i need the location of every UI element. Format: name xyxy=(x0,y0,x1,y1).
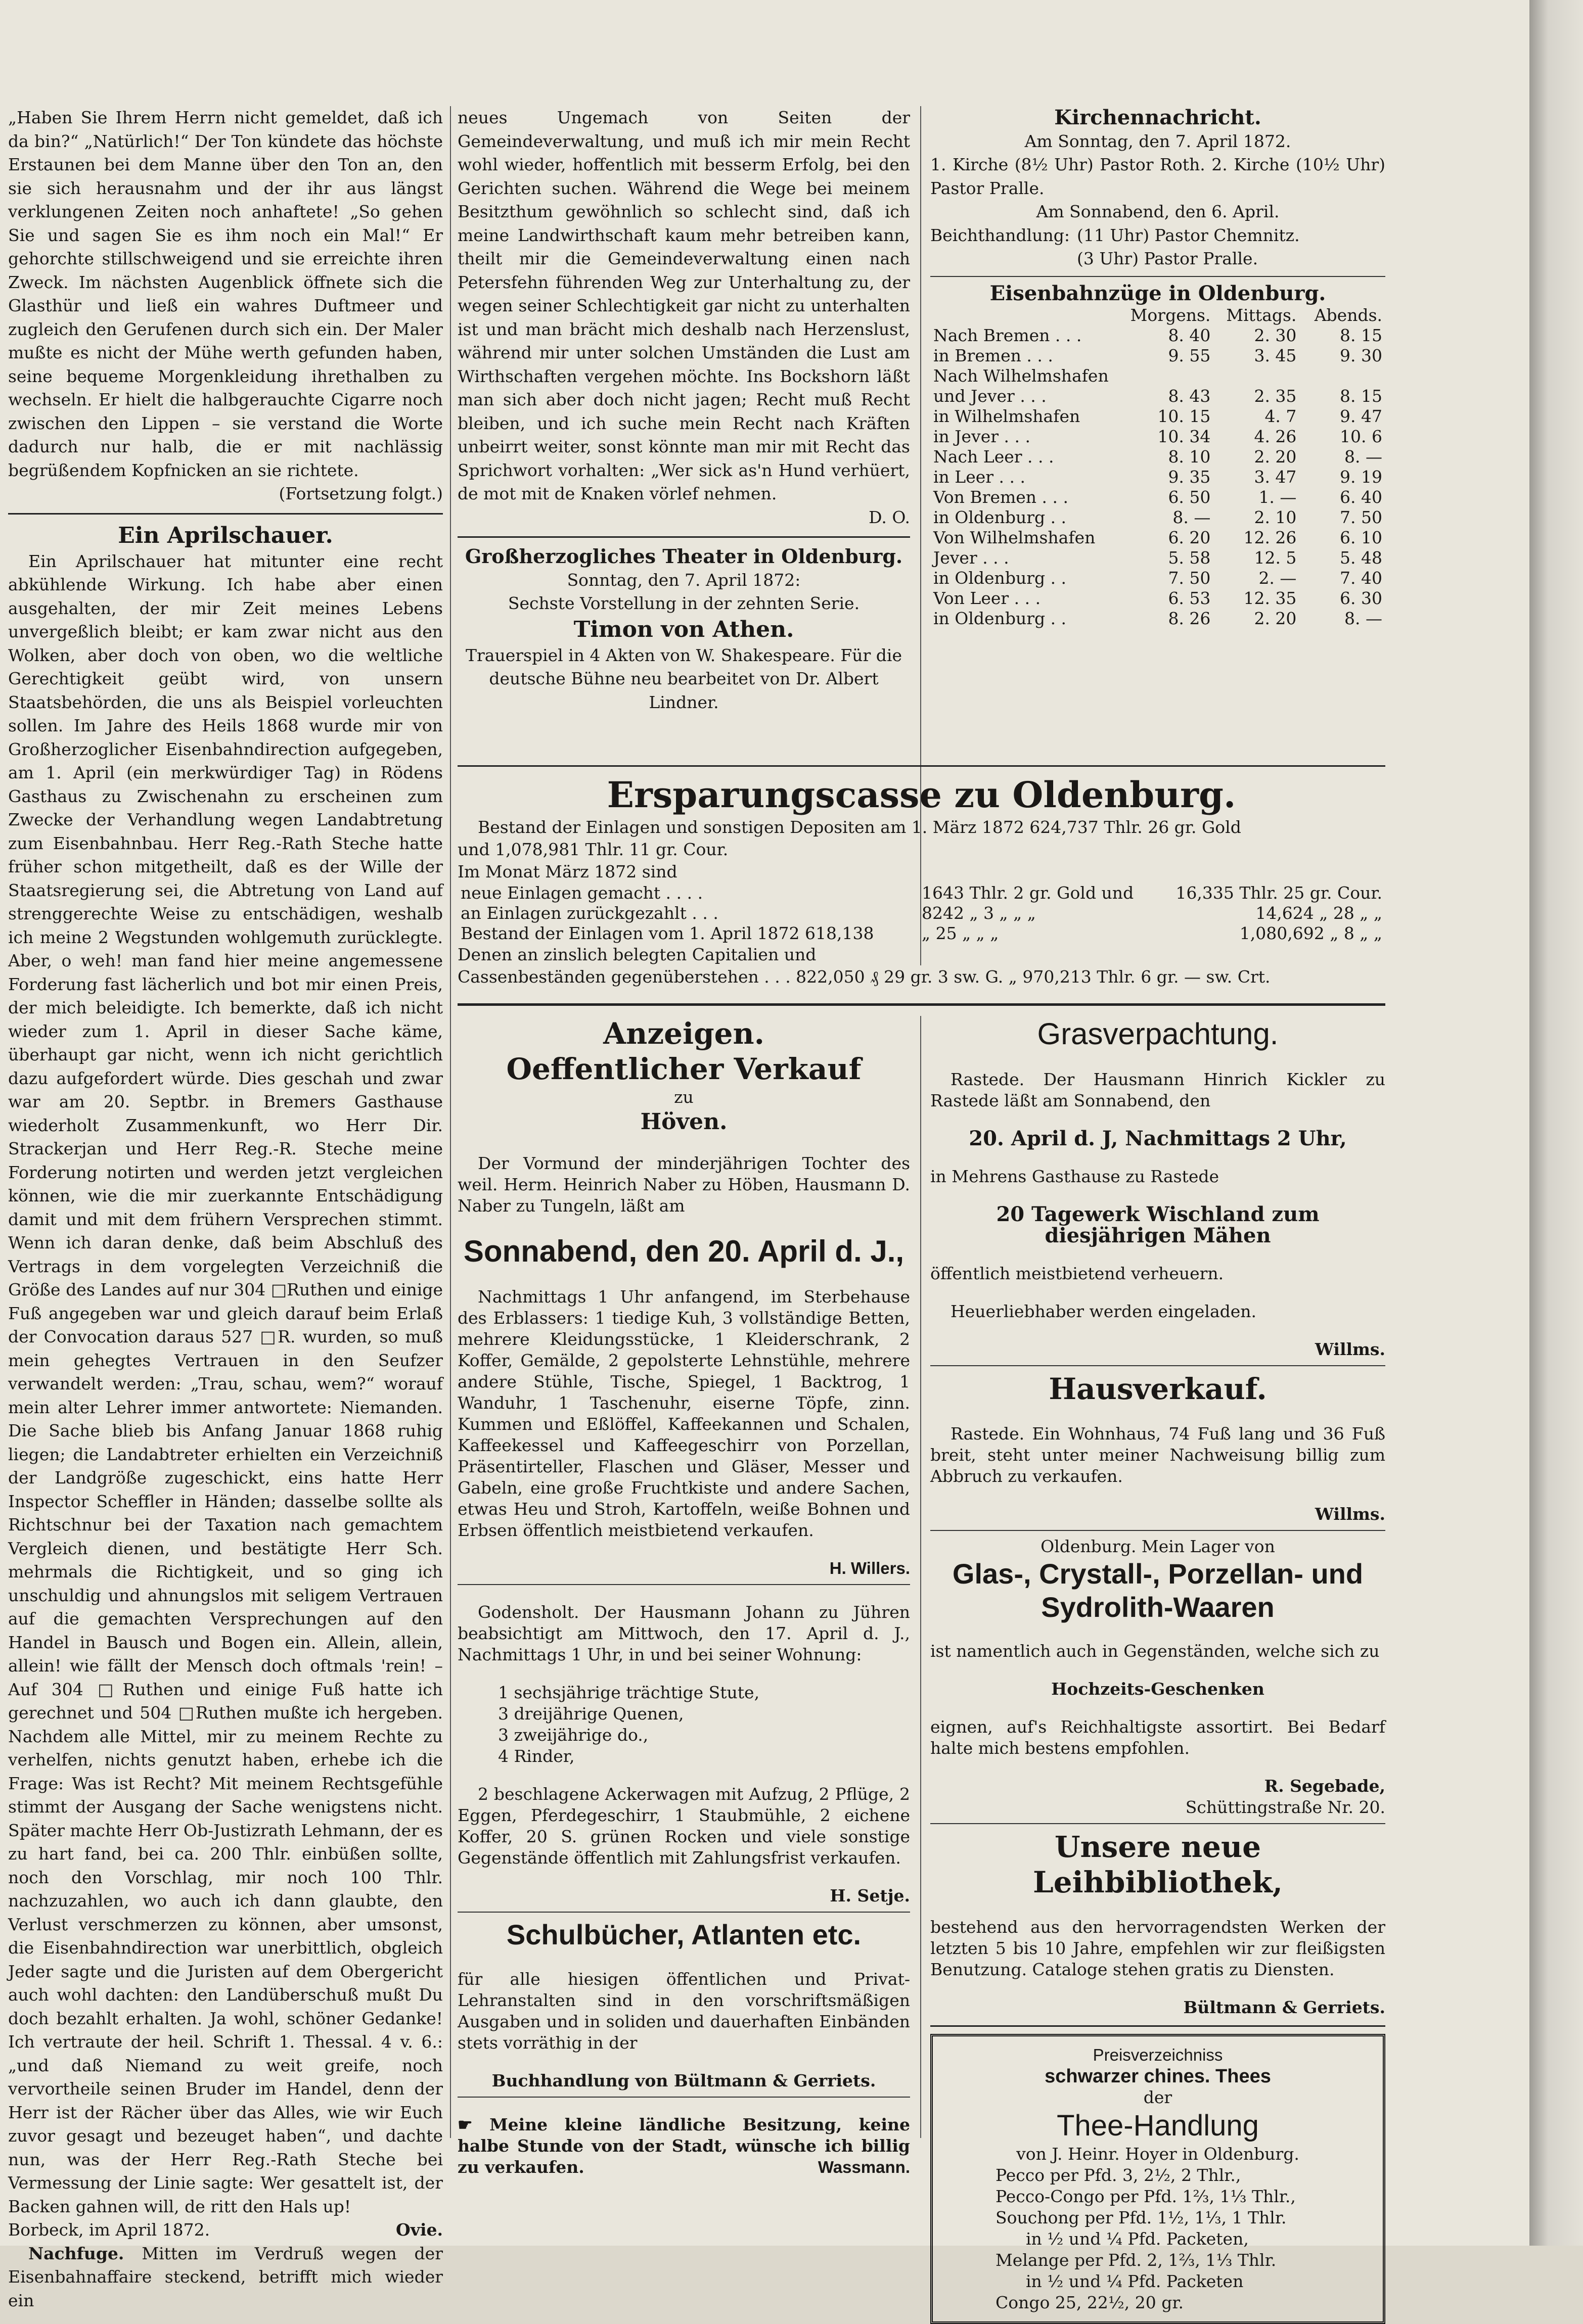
column-separator xyxy=(450,106,451,2138)
timetable-time: 12. 26 xyxy=(1243,528,1297,547)
timetable-time: 3. 45 xyxy=(1254,346,1297,365)
divider xyxy=(930,1823,1385,1824)
timetable-station: Nach Wilhelmshafen xyxy=(933,366,1109,386)
article-footer xyxy=(8,2218,443,2242)
timetable-time: 8. 10 xyxy=(1168,447,1211,467)
timetable-row xyxy=(930,528,1385,548)
timetable-time: 2. 20 xyxy=(1254,609,1297,628)
auction-text-2: 2 beschlagene Ackerwagen mit Aufzug, 2 Pflüge, 2 Eggen, Pferdegeschirr, 1 Staubmühle, 2 eichene Koffer, 20 S. grünen Rocken und viele sonstige Gegenstände öffentlich mit Zahlungsfrist verkaufen. xyxy=(458,1784,910,1868)
theater-series: Sechste Vorstellung in der zehnten Serie. xyxy=(508,593,860,613)
timetable-time: 8. 26 xyxy=(1168,609,1211,628)
timetable-time: 5. 48 xyxy=(1340,548,1382,568)
timetable-time: 8. 43 xyxy=(1168,386,1211,406)
tea-line-2: schwarzer chines. Thees xyxy=(1045,2066,1271,2087)
savings-cell: „ 25 „ „ „ xyxy=(922,923,999,943)
timetable-time: 2. — xyxy=(1258,568,1297,588)
timetable-row xyxy=(930,487,1385,507)
grass-lease-date: 20. April d. J, Nachmittags 2 Uhr, xyxy=(969,1127,1347,1150)
timetable-station: Nach Leer . . . xyxy=(933,447,1054,467)
timetable-time: 12. 5 xyxy=(1254,548,1297,568)
timetable-time: 6. 53 xyxy=(1168,588,1211,608)
library-signature: Bültmann & Gerriets. xyxy=(1183,1997,1385,2017)
timetable-time: 7. 40 xyxy=(1340,568,1382,588)
savings-cell: 1643 Thlr. 2 gr. Gold und xyxy=(922,883,1134,903)
timetable-row xyxy=(930,568,1385,588)
timetable-row xyxy=(930,467,1385,487)
timetable-time: 2. 20 xyxy=(1254,447,1297,467)
timetable-station: Jever . . . xyxy=(933,548,1009,568)
pointing-hand-icon: ☛ xyxy=(458,2115,490,2134)
sale-text-2: Nachmittags 1 Uhr anfangend, im Sterbehause des Erblassers: 1 tiedige Kuh, 3 vollständige Betten, mehrere Kleidungsstücke, 1 Kleiderschrank, 2 Koffer, Gemälde, 2 gepolsterte Lehnstühle, mehrere andere Stühle, Tische, Spiegel, 1 Backtrog, 1 Wanduhr, 1 Taschenuhr, eiserne Töpfe, zinn. Kummen und Eßlöffel, Kaffeekannen und Schalen, Kaffeekessel und Kaffeegeschirr von Porzellan, Präsentirteller, Flaschen und Gläser, Messer und Gabeln, eine große Fruchtkiste und andere Sachen, etwas Heu und Stroh, Kartoffeln, weiße Bohnen und Erbsen öffentlich meistbietend verkaufen. xyxy=(458,1287,910,1540)
timetable-time xyxy=(1299,366,1385,386)
church-date: Am Sonntag, den 7. April 1872. xyxy=(1024,131,1291,151)
grass-lease-bold: 20 Tagewerk Wischland zum diesjährigen Mähen xyxy=(996,1202,1320,1247)
timetable-time: 4. 7 xyxy=(1264,406,1297,426)
savings-row xyxy=(458,883,1385,903)
timetable-row xyxy=(930,548,1385,568)
savings-cell: an Einlagen zurückgezahlt . . . xyxy=(461,903,718,923)
header-morning: Morgens. xyxy=(1130,305,1211,325)
timetable-station: Von Leer . . . xyxy=(933,588,1041,608)
timetable-time: 8. — xyxy=(1172,507,1211,527)
timetable-time: 10. 6 xyxy=(1340,427,1382,446)
divider xyxy=(930,276,1385,277)
theater-play: Timon von Athen. xyxy=(573,616,794,642)
timetable-station: Von Bremen . . . xyxy=(933,487,1068,507)
house-sale-signature: Willms. xyxy=(1315,1504,1385,1524)
article-place-date: Borbeck, im April 1872. xyxy=(8,2220,210,2240)
timetable-row xyxy=(930,366,1385,386)
timetable-row xyxy=(930,406,1385,427)
schoolbooks-signature: Buchhandlung von Bültmann & Gerriets. xyxy=(491,2071,876,2090)
house-sale-text: Rastede. Ein Wohnhaus, 74 Fuß lang und 36 Fuß breit, steht unter meiner Nachweisung billig zum Abbruch zu verkaufen. xyxy=(930,1424,1385,1486)
story-continuation-note: (Fortsetzung folgt.) xyxy=(279,484,443,503)
page-fold-edge xyxy=(1529,0,1583,2246)
article-body: Ein Aprilschauer hat mitunter eine recht abkühlende Wirkung. Ich habe aber einen ausgehalten, der mir Zeit meines Lebens unvergeßlich bleibt; er kam zwar nicht aus den Wolken, aber doch von oben, wo die weltliche Gerechtigkeit geübt wird, von unsern Staatsbehörden, die uns als Beispiel vorleuchten sollen. Im Jahre des Heils 1868 wurde mir von Großherzoglicher Eisenbahndirection aufgegeben, am 1. April (ein merkwürdiger Tag) in Rödens Gasthaus zu Zwischenahn zu erscheinen zum Zwecke der Verhandlung wegen Landabtretung zum Eisenbahnbau. Herr Reg.-Rath Steche hatte früher schon mitgetheilt, daß es der Wille der Staatsregierung sei, die Abtretung von Land auf strenggerechte Weise zu entschädigen, weshalb ich meine 2 Wegstunden wohlgemuth zurücklegte. Aber, o weh! man fand hier meine angemessene Forderung fast lächerlich und bot mir einen Preis, der mich beleidigte. Ich bemerkte, daß ich nicht wieder zum 1. April in dieser Sache käme, überhaupt gar nicht, wenn ich nicht gerichtlich dazu aufgefordert würde. Dies geschah und zwar war am 20. Septbr. in Bremers Gasthause wiederholt Zusammenkunft, wo Herr Dir. Strackerjan und Herr Reg.-R. Steche meine Forderung notirten und werden jetzt vergleichen können, wie die mir zuerkannte Entschädigung damit und mit dem frühern Versprechen stimmt. Wenn ich daran denke, daß beim Abschluß des Vertrags in dem vorgelegten Verzeichniß die Größe des Landes auf nur 304 □Ruthen und einige Fuß angegeben war und gleich darauf beim Erlaß der Convocation daraus 527 □R. wurden, so muß mein gehegtes Vertrauen in den Seufzer verwandelt werden: „Trau, schau, wem?“ worauf mein alter Lehrer immer antwortete: Niemanden. Die Sache blieb bis Anfang Januar 1868 ruhig liegen; die Landabtreter erhielten ein Verzeichniß der Landgröße zugeschickt, eins hatte Herr Inspector Scheffler in Händen; dasselbe sollte als Richtschnur bei der Taxation nach gemachtem Vergleich dienen, und bestätigte Herr Sch. mehrmals die Richtigkeit, und so ging ich unschuldig und ahnungslos mit seligem Vertrauen auf die gemachten Versprechungen auf den Handel in Bausch und Bogen ein. Allein, allein, allein! wie fällt der Mensch doch oftmals 'rein! – Auf 304 □Ruthen und einige Fuß hatte ich gerechnet und 504 □Ruthen mußte ich hergeben. Nachdem alle Mittel, mir zu meinem Rechte zu verhelfen, nichts genutzt haben, erhebe ich die Frage: Was ist Recht? Mit meinem Rechtsgefühle stimmt der Ausgang der Sache wenigstens nicht. Später machte Herr Ob-Justizrath Lehmann, der es zu hart fand, bei ca. 200 Thlr. einbüßen sollte, noch den Vorschlag, mir noch 100 Thlr. nachzuzahlen, wo auch ich dann glaubte, den Verlust verschmerzen zu können, aber umsonst, die Eisenbahndirection war unerbittlich, obgleich Jeder sagte und die Juristen auf dem Obergericht auch wohl dachten: den Landüberschuß mußt Du doch bezahlt erhalten. Ja wohl, schöner Gedanke! Ich vertraute der heil. Schrift 1. Thessal. 4 v. 6.: „und daß Niemand zu weit greife, noch vervortheile seinen Bruder im Handel, denn der Herr ist der Rächer über das Alles, wie wir Euch zuvor gesagt und bezeuget haben“, und dachte nun, was der Herr Reg.-Rath Steche bei Vermessung der Linie sagte: Wer gesattelt ist, der Backen gahnen will, de ritt den Hals up! xyxy=(8,551,443,2216)
savings-cell: 1,080,692 „ 8 „ „ xyxy=(1239,923,1382,943)
divider xyxy=(458,765,1385,767)
auction-signature: H. Setje. xyxy=(830,1886,910,1905)
timetable-time: 6. 20 xyxy=(1168,528,1211,547)
library-text: bestehend aus den hervorragendsten Werken der letzten 5 bis 10 Jahre, empfehlen wir zur fleißigsten Benutzung. Cataloge stehen gratis zu Diensten. xyxy=(930,1917,1385,1979)
auction-text-1: Godensholt. Der Hausmann Johann zu Jühren beabsichtigt am Mittwoch, den 17. April d. J., Nachmittags 1 Uhr, in und bei seiner Wohnung: xyxy=(458,1602,910,1664)
savings-cell: 8242 „ 3 „ „ „ xyxy=(922,903,1036,923)
timetable-header xyxy=(930,305,1385,326)
timetable-station: Nach Bremen . . . xyxy=(933,326,1082,345)
tea-item: Pecco per Pfd. 3, 2½, 2 Thlr., xyxy=(996,2165,1241,2185)
tea-owner: von J. Heinr. Hoyer in Oldenburg. xyxy=(1016,2144,1299,2164)
ads-right xyxy=(930,1016,1385,2324)
property-text: Meine kleine ländliche Besitzung, keine halbe Stunde von der Stadt, wünsche ich billig zu verkaufen. xyxy=(458,2115,910,2177)
timetable-station: in Leer . . . xyxy=(933,467,1025,487)
nachfuge-label: Nachfuge. xyxy=(28,2243,124,2263)
glass-intro: Oldenburg. Mein Lager von xyxy=(1041,1537,1275,1556)
auction-item: 3 zweijährige do., xyxy=(498,1725,649,1745)
timetable-time: 10. 15 xyxy=(1157,406,1211,426)
tea-item: Souchong per Pfd. 1½, 1⅓, 1 Thlr. xyxy=(996,2208,1287,2227)
schoolbooks-text: für alle hiesigen öffentlichen und Privat-Lehranstalten sind in den vorschriftsmäßigen Ausgaben und in soliden und dauerhaften Einbänden stets vorräthig in der xyxy=(458,1969,910,2053)
savings-cell: 14,624 „ 28 „ „ xyxy=(1255,903,1382,923)
timetable-time xyxy=(1213,366,1299,386)
grass-lease-text-1: Rastede. Der Hausmann Hinrich Kickler zu Rastede läßt am Sonnabend, den xyxy=(930,1070,1385,1110)
timetable-time: 8. 15 xyxy=(1340,386,1382,406)
timetable-time: 6. 10 xyxy=(1340,528,1382,547)
glass-address: Schüttingstraße Nr. 20. xyxy=(1185,1797,1385,1817)
schoolbooks-title: Schulbücher, Atlanten etc. xyxy=(506,1919,862,1950)
tea-line-3: der xyxy=(1143,2087,1172,2107)
timetable-row xyxy=(930,326,1385,346)
property-ad xyxy=(458,2114,910,2178)
timetable-row xyxy=(930,609,1385,629)
divider xyxy=(458,1912,910,1913)
property-signature: Wassmann. xyxy=(818,2158,910,2176)
timetable-time: 4. 26 xyxy=(1254,427,1297,446)
railway-timetable xyxy=(930,305,1385,629)
column-separator xyxy=(920,1016,921,2138)
theater-title: Großherzogliches Theater in Oldenburg. xyxy=(465,545,903,568)
divider xyxy=(458,1003,1385,1006)
divider xyxy=(930,1365,1385,1366)
glass-text-2: eignen, auf's Reichhaltigste assortirt. Bei Bedarf halte mich bestens empfohlen. xyxy=(930,1717,1385,1758)
sale-text-1: Der Vormund der minderjährigen Tochter des weil. Herm. Heinrich Naber zu Höben, Hausmann D. Naber zu Tungeln, läßt am xyxy=(458,1153,910,1216)
tea-price-box xyxy=(930,2034,1385,2324)
divider xyxy=(458,1584,910,1585)
timetable-time: 12. 35 xyxy=(1243,588,1297,608)
savings-line-2: und 1,078,981 Thlr. 11 gr. Cour. xyxy=(458,840,729,859)
church-title: Kirchennachricht. xyxy=(1054,106,1261,129)
timetable-station: in Oldenburg . . xyxy=(933,568,1067,588)
confession-label: Beichthandlung: xyxy=(930,225,1070,245)
divider xyxy=(458,2097,910,2098)
timetable-station: in Wilhelmshafen xyxy=(933,406,1080,426)
glass-signature: R. Segebade, xyxy=(1264,1776,1385,1796)
ads-heading: Anzeigen. xyxy=(603,1016,764,1051)
tea-item: Congo 25, 22½, 20 gr. xyxy=(996,2293,1184,2312)
ads-middle xyxy=(458,1016,910,2195)
grass-lease-text-4: Heuerliebhaber werden eingeladen. xyxy=(951,1302,1257,1321)
savings-table xyxy=(458,883,1385,944)
savings-row xyxy=(458,903,1385,923)
timetable-time: 6. 40 xyxy=(1340,487,1382,507)
timetable-time: 7. 50 xyxy=(1168,568,1211,588)
divider xyxy=(8,513,443,515)
church-services: 1. Kirche (8½ Uhr) Pastor Roth. 2. Kirche (10½ Uhr) Pastor Pralle. xyxy=(930,155,1385,198)
theater-description: Trauerspiel in 4 Akten von W. Shakespeare. Für die deutsche Bühne neu bearbeitet von Dr. Albert Lindner. xyxy=(466,645,902,712)
auction-item: 4 Rinder, xyxy=(498,1746,575,1766)
house-sale-title: Hausverkauf. xyxy=(1049,1372,1267,1406)
glass-text-1: ist namentlich auch in Gegenständen, welche sich zu xyxy=(930,1641,1380,1661)
column-middle xyxy=(458,106,910,714)
railway-title: Eisenbahnzüge in Oldenburg. xyxy=(989,281,1326,305)
header-evening: Abends. xyxy=(1314,305,1382,325)
story-continuation: „Haben Sie Ihrem Herrn nicht gemeldet, daß ich da bin?“ „Natürlich!“ Der Ton kündete das höchste Erstaunen bei dem Manne über den Ton an, den sie sich herausnahm und der ihr aus längst verklungenen Zeiten noch anhaftete! „So gehen Sie und sagen Sie es ihm noch ein Mal!“ Er gehorchte stillschweigend und sie erreichte ihren Zweck. Im nächsten Augenblick öffnete sich die Glasthür und ließ ein wahres Duftmeer und zugleich den Gerufenen durch sich ein. Der Maler mußte es nicht der Mühe werth gefunden haben, seine bequeme Morgenkleidung ihrethalben zu wechseln. Er hielt die halbgerauchte Cigarre noch zwischen den Lippen – sie verstand die Worte dadurch nur halb, die er mit nachlässig begrüßendem Kopfnicken an sie richtete. xyxy=(8,108,443,480)
grass-lease-text-3: öffentlich meistbietend verheuern. xyxy=(930,1264,1224,1283)
timetable-time: 8. — xyxy=(1344,609,1382,628)
grass-lease-text-2: in Mehrens Gasthause zu Rastede xyxy=(930,1167,1219,1186)
theater-date: Sonntag, den 7. April 1872: xyxy=(567,570,801,590)
library-title: Unsere neue Leihbibliothek, xyxy=(1032,1830,1283,1899)
timetable-time: 8. 15 xyxy=(1340,326,1382,345)
divider xyxy=(458,536,910,538)
timetable-row xyxy=(930,427,1385,447)
timetable-row xyxy=(930,386,1385,406)
timetable-station: in Bremen . . . xyxy=(933,346,1053,365)
confession-time-2: (3 Uhr) Pastor Pralle. xyxy=(1077,249,1258,268)
auction-item: 1 sechsjährige trächtige Stute, xyxy=(498,1683,760,1702)
auction-item: 3 dreijährige Quenen, xyxy=(498,1704,684,1724)
column-left xyxy=(8,106,443,2312)
timetable-row xyxy=(930,507,1385,528)
timetable-time: 10. 34 xyxy=(1157,427,1211,446)
article-title: Ein Aprilschauer. xyxy=(118,522,333,548)
article-signature: Ovie. xyxy=(396,2220,443,2240)
timetable-row xyxy=(930,447,1385,467)
header-midday: Mittags. xyxy=(1226,305,1297,325)
sale-date: Sonnabend, den 20. April d. J., xyxy=(463,1234,904,1268)
savings-cell: 16,335 Thlr. 25 gr. Cour. xyxy=(1175,883,1382,903)
tea-item: Melange per Pfd. 2, 1⅔, 1⅓ Thlr. xyxy=(996,2250,1277,2270)
church-saturday: Am Sonnabend, den 6. April. xyxy=(1036,202,1280,221)
timetable-row xyxy=(930,346,1385,366)
savings-line-3: Im Monat März 1872 sind xyxy=(458,862,677,881)
tea-line-1: Preisverzeichniss xyxy=(1093,2046,1223,2064)
timetable-station: Von Wilhelmshafen xyxy=(933,528,1096,547)
savings-title: Ersparungscasse zu Oldenburg. xyxy=(607,774,1236,816)
tea-title: Thee-Handlung xyxy=(1057,2109,1259,2142)
continuation-text: neues Ungemach von Seiten der Gemeindeverwaltung, und muß ich mir mein Recht wohl wieder, hoffentlich mit besserm Erfolg, bei den Gerichten suchen. Während die Wege bei meinem Besitzthum gewöhnlich so schlecht sind, daß ich meine Landwirthschaft kaum mehr betreiben kann, theilt mir die Gemeindeverwaltung einen nach Petersfehn führenden Weg zur Unterhaltung zu, der wegen seiner Schlechtigkeit gar nicht zu unterhalten ist und man brächt mich deshalb nach Herzenslust, während mir unter solchen Umständen die Lust am Wirthschaften vergehen möchte. Ins Bockshorn läßt man sich aber doch nicht jagen; Recht muß Recht bleiben, und ich suche mein Recht nach Kräften unbeirrt weiter, sonst könnte man mir mit Recht das Sprichwort vorhalten: „Wer sick as'n Hund verhüert, de mot mit de Knaken vörlef nehmen. xyxy=(458,108,910,503)
timetable-time: 2. 10 xyxy=(1254,507,1297,527)
tea-item: Pecco-Congo per Pfd. 1⅔, 1⅓ Thlr., xyxy=(996,2187,1296,2206)
divider xyxy=(930,1530,1385,1531)
continuation-signature: D. O. xyxy=(869,507,910,527)
confession-time-1: (11 Uhr) Pastor Chemnitz. xyxy=(1077,225,1300,245)
savings-line-1: Bestand der Einlagen und sonstigen Depositen am 1. März 1872 624,737 Thlr. 26 gr. Gold xyxy=(478,817,1241,837)
grass-lease-title: Grasverpachtung. xyxy=(1037,1017,1279,1051)
nachfuge-text: Mitten im Verdruß wegen der Eisenbahnaffaire steckend, betrifft mich wieder ein xyxy=(8,2243,443,2310)
timetable-time: 9. 30 xyxy=(1340,346,1382,365)
timetable-time: 6. 50 xyxy=(1168,487,1211,507)
timetable-time: 2. 35 xyxy=(1254,386,1297,406)
timetable-time: 8. — xyxy=(1344,447,1382,467)
savings-line-5: Cassenbeständen gegenüberstehen . . . 822,050 ₰ 29 gr. 3 sw. G. „ 970,213 Thlr. 6 gr. — sw. Crt. xyxy=(458,967,1271,987)
timetable-time: 5. 58 xyxy=(1168,548,1211,568)
grass-lease-signature: Willms. xyxy=(1315,1339,1385,1359)
timetable-station: und Jever . . . xyxy=(933,386,1047,406)
timetable-time: 3. 47 xyxy=(1254,467,1297,487)
savings-cell: neue Einlagen gemacht . . . . xyxy=(461,883,703,903)
confession-row xyxy=(930,224,1385,271)
timetable-time: 6. 30 xyxy=(1340,588,1382,608)
sale-place: Höven. xyxy=(640,1109,728,1135)
tea-item: in ½ und ¼ Pfd. Packeten, xyxy=(1026,2229,1249,2249)
timetable-time: 9. 47 xyxy=(1340,406,1382,426)
timetable-time: 9. 55 xyxy=(1168,346,1211,365)
sale-title: Oeffentlicher Verkauf xyxy=(506,1052,862,1086)
timetable-station: in Jever . . . xyxy=(933,427,1030,446)
savings-line-4: Denen an zinslich belegten Capitalien und xyxy=(458,945,817,964)
column-right xyxy=(930,106,1385,629)
timetable-time: 8. 40 xyxy=(1168,326,1211,345)
glass-title: Glas-, Crystall-, Porzellan- und Sydrolith-Waaren xyxy=(952,1558,1364,1623)
timetable-station: in Oldenburg . . xyxy=(933,507,1067,527)
sale-signature: H. Willers. xyxy=(829,1559,910,1577)
auction-items xyxy=(458,1682,910,1767)
timetable-time xyxy=(1127,366,1214,386)
tea-items xyxy=(945,2165,1371,2313)
timetable-time: 2. 30 xyxy=(1254,326,1297,345)
savings-row xyxy=(458,923,1385,944)
sale-zu: zu xyxy=(674,1087,694,1107)
timetable-station: in Oldenburg . . xyxy=(933,609,1067,628)
nachfuge-paragraph xyxy=(8,2242,443,2313)
timetable-time: 1. — xyxy=(1258,487,1297,507)
divider xyxy=(930,2025,1385,2027)
savings-cell: Bestand der Einlagen vom 1. April 1872 618,138 xyxy=(461,923,874,943)
timetable-time: 9. 19 xyxy=(1340,467,1382,487)
savings-bank-section xyxy=(458,758,1385,1013)
tea-item: in ½ und ¼ Pfd. Packeten xyxy=(1026,2271,1244,2291)
timetable-time: 9. 35 xyxy=(1168,467,1211,487)
timetable-time: 7. 50 xyxy=(1340,507,1382,527)
glass-bold: Hochzeits-Geschenken xyxy=(1051,1679,1264,1699)
timetable-row xyxy=(930,588,1385,609)
